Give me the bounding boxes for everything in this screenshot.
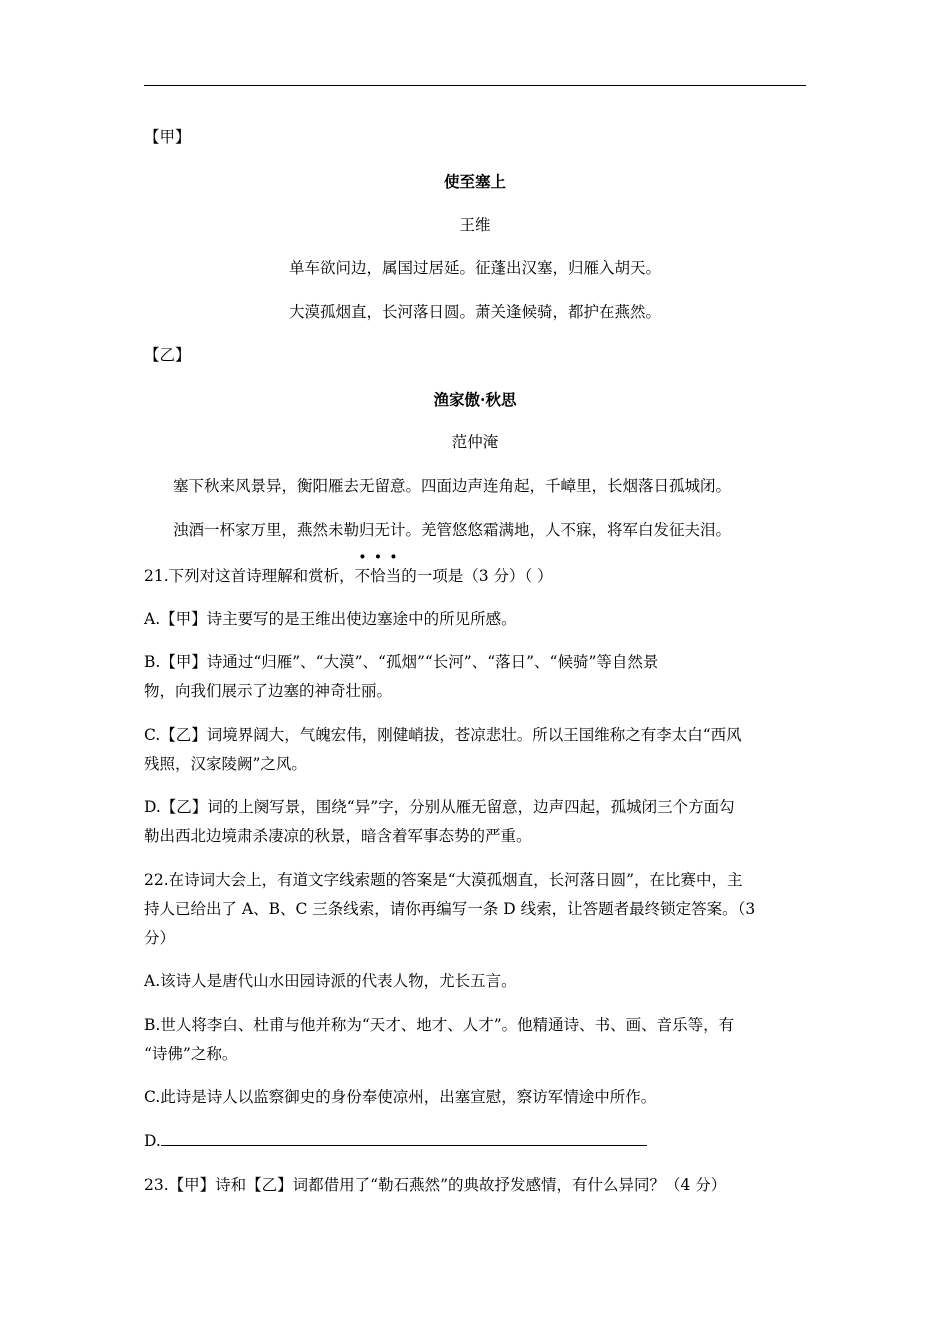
poem1-line-1: 单车欲问边，属国过居延。征蓬出汉塞，归雁入胡天。 [288,259,661,277]
question-22-clue-a: A.该诗人是唐代山水田园诗派的代表人物，尤长五言。 [144,972,517,990]
question-21-option-b-line-2: 物，向我们展示了边塞的神奇壮丽。 [144,682,393,700]
question-21-stem [144,562,806,591]
poem1-author: 王维 [459,216,491,234]
question-22-stem-line-1: 22.在诗词大会上，有道文字线索题的答案是“大漠孤烟直，长河落日圆”，在比赛中，主 [144,871,743,889]
question-21-option-d-line-2: 勒出西北边境肃杀凄凉的秋景，暗含着军事态势的严重。 [144,827,532,845]
question-21-option-a: A.【甲】诗主要写的是王维出使边塞途中的所见所感。 [144,610,517,628]
question-22-stem-line-2: 持人已给出了 A、B、C 三条线索，请你再编写一条 D 线索，让答题者最终锁定答案。（3 [144,900,756,918]
poem2-line-2: 浊酒一杯家万里，燕然未勒归无计。羌管悠悠霜满地，人不寐，将军白发征夫泪。 [173,521,732,539]
emphasis-char: 不 [354,567,371,585]
question-21-option-c-line-1: C.【乙】词境界阔大，气魄宏伟，刚健峭拔，苍凉悲壮。所以王国维称之有李太白“西风 [144,726,742,744]
question-22-stem-line-3: 分） [144,929,176,947]
section-label-jia: 【甲】 [144,128,191,146]
answer-blank[interactable] [161,1127,647,1146]
question-21-prefix: 21.下列对这首诗理解和赏析， [144,567,355,585]
question-22-clue-b-line-2: “诗佛”之称。 [144,1045,238,1063]
question-21-option-b-line-1: B.【甲】诗通过“归雁”、“大漠”、“孤烟”“长河”、“落日”、“候骑”等自然景 [144,653,659,671]
question-22-clue-b-line-1: B.世人将李白、杜甫与他并称为“天才、地才、人才”。他精通诗、书、画、音乐等，有 [144,1016,735,1034]
emphasis-char: 当 [385,567,402,585]
question-21-option-d-line-1: D.【乙】词的上阕写景，围绕“异”字，分别从雁无留意，边声四起，孤城闭三个方面勾 [144,798,735,816]
poem1-line-2: 大漠孤烟直，长河落日圆。萧关逢候骑，都护在燕然。 [288,303,661,321]
poem2-author: 范仲淹 [451,433,499,451]
question-22-clue-d [144,1127,806,1156]
question-21-suffix: 的一项是（3 分）（ ） [401,567,553,585]
header-rule [144,85,806,86]
emphasis-char: 恰 [370,567,386,585]
question-23-stem: 23.【甲】诗和【乙】词都借用了“勒石燕然”的典故抒发感情，有什么异同？（4 分） [144,1176,727,1194]
question-22-clue-d-label: D. [144,1132,161,1150]
poem2-title: 渔家傲·秋思 [433,390,517,409]
question-21-option-c-line-2: 残照，汉家陵阙”之风。 [144,755,307,773]
section-label-yi: 【乙】 [144,346,191,364]
poem2-line-1: 塞下秋来风景异，衡阳雁去无留意。四面边声连角起，千嶂里，长烟落日孤城闭。 [173,477,732,495]
poem1-title: 使至塞上 [443,172,506,191]
question-22-clue-c: C.此诗是诗人以监察御史的身份奉使凉州，出塞宣慰，察访军情途中所作。 [144,1088,657,1106]
